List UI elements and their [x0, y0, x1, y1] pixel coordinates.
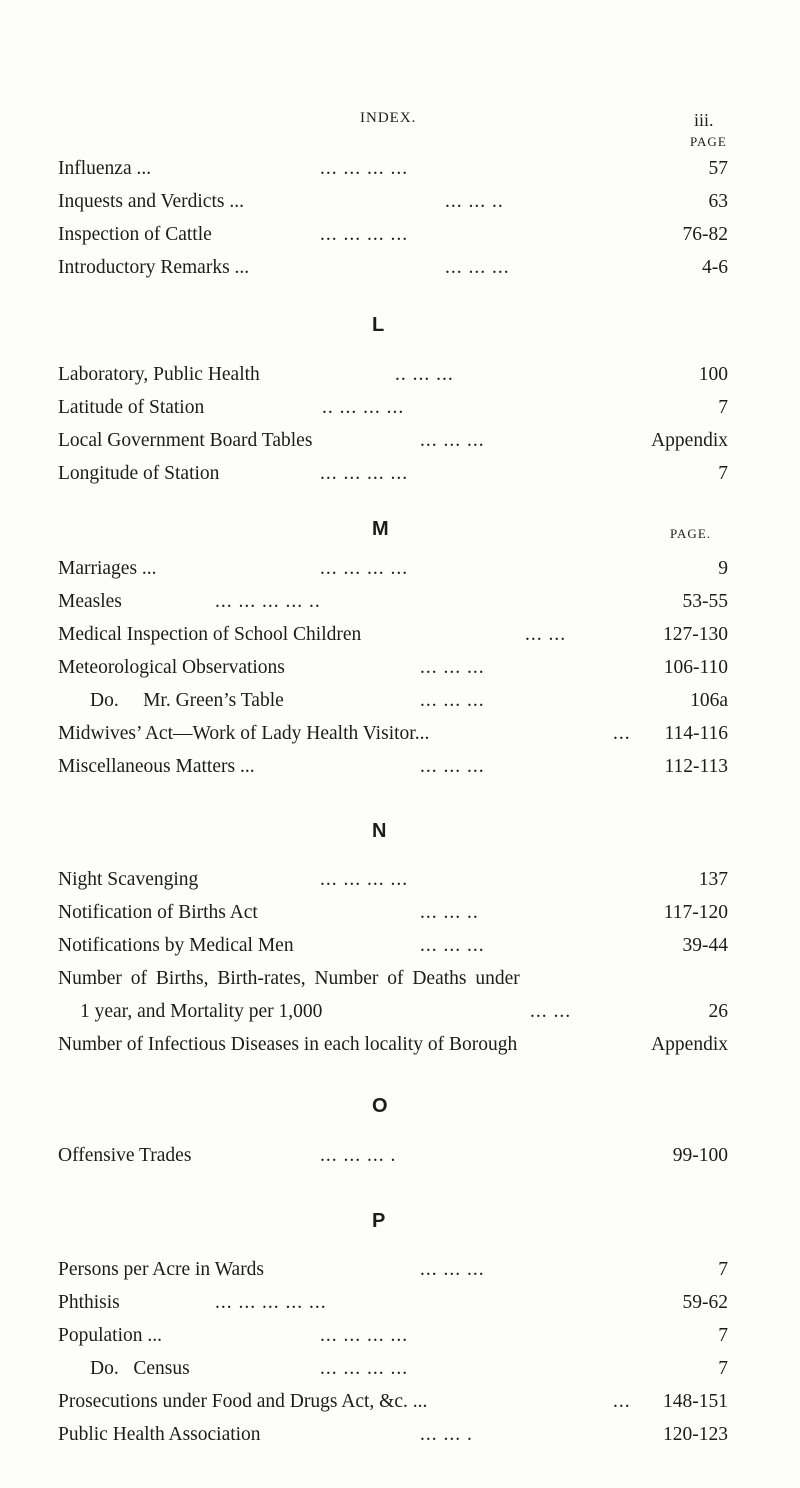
index-entry-page: 106a — [690, 690, 728, 711]
leader-dots: ... ... ... ... — [320, 224, 409, 245]
index-entry-page: 7 — [718, 1259, 728, 1280]
index-entry-label: Longitude of Station — [58, 463, 220, 484]
page-number: iii. — [694, 110, 714, 130]
index-entry-label: Notifications by Medical Men — [58, 935, 294, 956]
index-entry-label: Night Scavenging — [58, 869, 199, 890]
index-entry-label: Do. Mr. Green’s Table — [90, 690, 284, 711]
page-column-label: PAGE — [690, 134, 727, 149]
index-entry-label: Population ... — [58, 1325, 163, 1346]
index-entry-label: Measles — [58, 591, 122, 612]
index-entry-label: Inspection of Cattle — [58, 224, 212, 245]
index-entry-label: Number of Births, Birth-rates, Number of Deaths under — [58, 968, 520, 989]
index-entry-label: Miscellaneous Matters ... — [58, 756, 255, 777]
index-entry-label: Number of Infectious Diseases in each locality of Borough — [58, 1034, 518, 1055]
index-entry-label: Introductory Remarks ... — [58, 257, 250, 278]
leader-dots: ... ... ... — [420, 756, 485, 777]
index-entry-label: Persons per Acre in Wards — [58, 1259, 265, 1280]
index-entry-page: 57 — [708, 158, 728, 179]
leader-dots: ... ... ... — [420, 690, 485, 711]
index-entry-page: 112-113 — [664, 756, 728, 777]
index-entry-label: Notification of Births Act — [58, 902, 258, 923]
index-entry-page: 120-123 — [663, 1424, 728, 1445]
leader-dots: ... ... ... — [445, 257, 510, 278]
index-entry-page: 59-62 — [682, 1292, 728, 1313]
page-column-label: PAGE. — [670, 526, 712, 541]
index-entry-label: Laboratory, Public Health — [58, 364, 260, 385]
index-entry-page: 7 — [718, 1358, 728, 1379]
index-entry-page: 99-100 — [672, 1145, 728, 1166]
index-entry-page: 137 — [698, 869, 728, 890]
index-entry-label: Phthisis — [58, 1292, 120, 1313]
index-entry-page: 114-116 — [664, 723, 728, 744]
section-letter-o: O — [372, 1095, 388, 1117]
leader-dots: .. ... ... ... — [322, 397, 405, 418]
leader-dots: ... ... ... ... — [320, 463, 409, 484]
index-entry-page: 53-55 — [682, 591, 728, 612]
leader-dots: ... ... . — [420, 1424, 473, 1445]
leader-dots: ... — [613, 723, 631, 744]
index-entry-label: Meteorological Observations — [58, 657, 285, 678]
index-entry-label: Public Health Association — [58, 1424, 261, 1445]
leader-dots: ... — [613, 1391, 631, 1412]
index-entry-page: 7 — [718, 397, 728, 418]
index-entry-page: 26 — [708, 1001, 728, 1022]
leader-dots: ... ... ... . — [320, 1145, 397, 1166]
index-entry-label: Medical Inspection of School Children — [58, 624, 362, 645]
leader-dots: ... ... ... — [420, 1259, 485, 1280]
index-entry-page: 7 — [718, 1325, 728, 1346]
index-entry-page: 63 — [708, 191, 728, 212]
index-entry-page: Appendix — [651, 1034, 728, 1055]
leader-dots: ... ... ... ... .. — [215, 591, 321, 612]
index-entry-page: 117-120 — [663, 902, 728, 923]
index-entry-label: Inquests and Verdicts ... — [58, 191, 244, 212]
leader-dots: ... ... — [525, 624, 567, 645]
index-title: INDEX. — [360, 110, 417, 126]
index-entry-page: 7 — [718, 463, 728, 484]
leader-dots: ... ... ... — [420, 430, 485, 451]
leader-dots: ... ... .. — [445, 191, 504, 212]
leader-dots: ... ... — [530, 1001, 572, 1022]
index-entry-label-continued: 1 year, and Mortality per 1,000 — [80, 1001, 323, 1022]
index-entry-label: Influenza ... — [58, 158, 152, 179]
index-entry-label: Local Government Board Tables — [58, 430, 313, 451]
index-entry-label: Prosecutions under Food and Drugs Act, &c. ... — [58, 1391, 428, 1412]
index-entry-page: 100 — [698, 364, 728, 385]
leader-dots: ... ... ... ... — [320, 869, 409, 890]
index-entry-page: 4-6 — [702, 257, 728, 278]
section-letter-m: M — [372, 518, 389, 540]
index-entry-label: Latitude of Station — [58, 397, 205, 418]
leader-dots: ... ... ... ... — [320, 158, 409, 179]
section-letter-p: P — [372, 1210, 386, 1232]
index-entry-page: 9 — [718, 558, 728, 579]
index-entry-page: 39-44 — [682, 935, 728, 956]
index-entry-label: Do. Census — [90, 1358, 190, 1379]
leader-dots: .. ... ... — [395, 364, 454, 385]
leader-dots: ... ... ... — [420, 657, 485, 678]
leader-dots: ... ... ... — [420, 935, 485, 956]
index-entry-page: Appendix — [651, 430, 728, 451]
index-entry-page: 76-82 — [682, 224, 728, 245]
leader-dots: ... ... ... ... — [320, 558, 409, 579]
index-entry-page: 127-130 — [663, 624, 728, 645]
index-entry-page: 148-151 — [663, 1391, 728, 1412]
section-letter-n: N — [372, 820, 387, 842]
index-entry-page: 106-110 — [663, 657, 728, 678]
index-entry-label: Offensive Trades — [58, 1145, 192, 1166]
leader-dots: ... ... ... ... — [320, 1325, 409, 1346]
index-entry-label: Midwives’ Act—Work of Lady Health Visitor... — [58, 723, 430, 744]
leader-dots: ... ... ... ... ... — [215, 1292, 327, 1313]
leader-dots: ... ... ... ... — [320, 1358, 409, 1379]
section-letter-l: L — [372, 314, 385, 336]
leader-dots: ... ... .. — [420, 902, 479, 923]
index-entry-label: Marriages ... — [58, 558, 157, 579]
